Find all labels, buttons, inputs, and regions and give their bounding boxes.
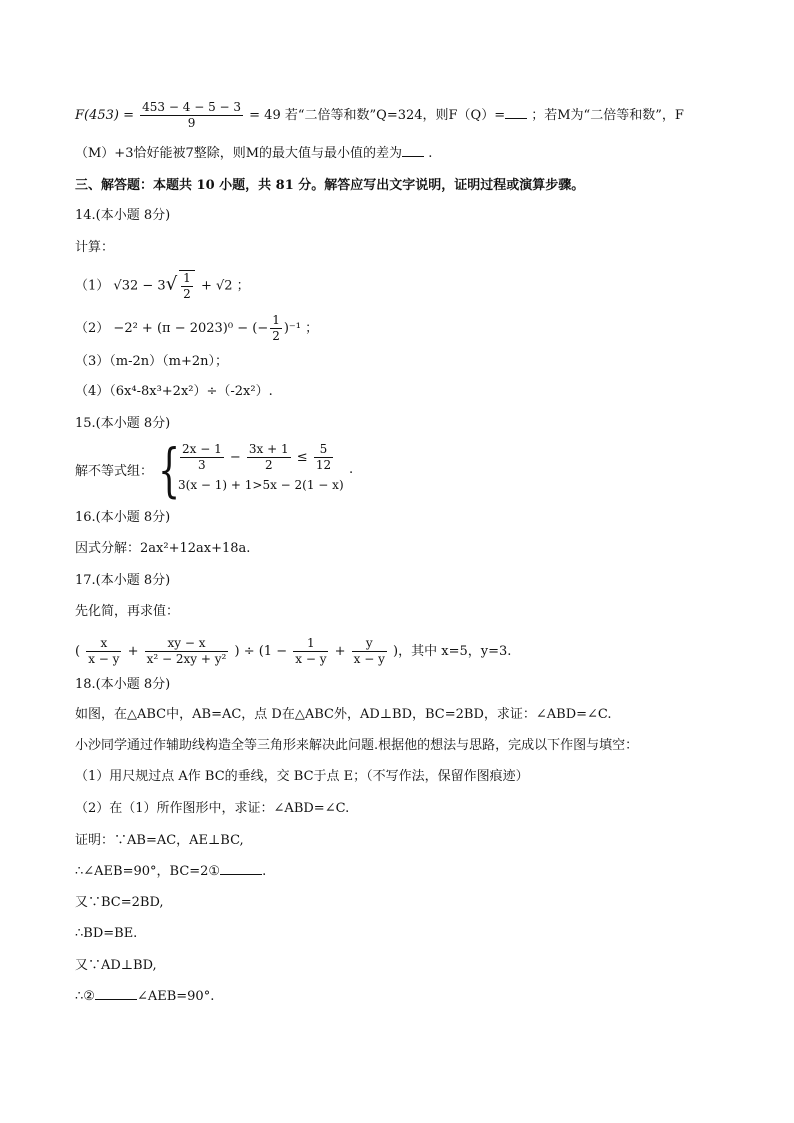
- q18-title: 18.(本小题 8分): [75, 677, 171, 692]
- q14-item1-a: √32: [113, 278, 139, 294]
- q14-item2-a: −2² + (π − 2023)⁰ − (−: [113, 321, 269, 336]
- q17-prompt: 先化简，再求值：: [75, 604, 180, 619]
- q18-line9: 又∵AD⊥BD,: [75, 958, 157, 973]
- q14-item1-sqrt-frac: [179, 270, 195, 302]
- q15-r1-n1: 2x − 1: [182, 442, 222, 456]
- blank-fq[interactable]: [505, 106, 527, 119]
- q14-item1-label: （1）: [75, 278, 110, 294]
- blank-1[interactable]: [220, 862, 262, 875]
- q18-line2: 小沙同学通过作辅助线构造全等三角形来解决此问题.根据他的想法与思路，完成以下作图与填空：: [75, 738, 639, 753]
- q14-item3: （3）（m-2n）（m+2n）；: [75, 354, 228, 369]
- q18-line10: [75, 987, 764, 1007]
- q17-plus2: +: [334, 644, 346, 659]
- q17-div: ) ÷ (1 −: [234, 644, 288, 659]
- q14-item4: （4）（6x⁴-8x³+2x²）÷（-2x²）.: [75, 384, 273, 399]
- q18-line3: （1）用尺规过点 A作 BC的垂线，交 BC于点 E；（不写作法，保留作图痕迹）: [75, 769, 529, 784]
- intro-line2a: （M）+3恰好能被7整除，则M的最大值与最小值的差为: [75, 146, 403, 161]
- f-denominator: 9: [187, 116, 196, 130]
- q15-frac3: [314, 442, 333, 473]
- intro-line-1: [75, 100, 764, 131]
- q15-r1-d1: 3: [198, 458, 206, 472]
- q14-item1-sqrt-num: 1: [183, 271, 191, 285]
- q17-plus1: +: [127, 644, 139, 659]
- intro-line-2: [75, 144, 764, 164]
- q18-line10a: ∴②: [75, 989, 95, 1004]
- q17-open: (: [75, 644, 81, 659]
- q18-line6a: ∴∠AEB=90°，BC=2①: [75, 864, 221, 879]
- q15-r1-n2: 3x + 1: [248, 442, 289, 456]
- q15-end: .: [349, 462, 354, 477]
- q17-expression: [75, 636, 764, 667]
- q15-r1-d2: 2: [264, 458, 273, 472]
- q18-line6b: .: [262, 864, 267, 879]
- q17-n3: 1: [293, 636, 328, 652]
- intro-part2: ；若M为“二倍等和数”，F: [531, 108, 684, 123]
- q17-d3: x − y: [295, 652, 327, 666]
- blank-2[interactable]: [95, 987, 137, 1000]
- q17-n1: x: [86, 636, 121, 652]
- q18-line4: （2）在（1）所作图形中，求证：∠ABD=∠C.: [75, 801, 350, 816]
- q18-line5: 证明：∵AB=AC，AE⊥BC,: [75, 833, 244, 848]
- q17-title: 17.(本小题 8分): [75, 573, 171, 588]
- intro-line2b: .: [428, 146, 433, 161]
- system-brace: {: [158, 436, 181, 504]
- q15-prompt: 解不等式组：: [75, 464, 154, 479]
- q14-title: 14.(本小题 8分): [75, 208, 171, 223]
- q15-r1-minus: −: [229, 450, 241, 465]
- q14-item1-sqrt-den: 2: [183, 287, 191, 301]
- q14-item1-c: + √2 ；: [196, 278, 250, 294]
- q18-line6: [75, 862, 764, 882]
- q17-n2: xy − x: [145, 636, 229, 652]
- q18-line8: ∴BD=BE.: [75, 926, 138, 941]
- q15-r1-le: ≤: [296, 450, 308, 465]
- f-eq: = 49: [249, 108, 281, 123]
- q14-item2-b: )⁻¹ ；: [283, 321, 319, 336]
- q18-line1: 如图，在△ABC中，AB=AC，点 D在△ABC外，AD⊥BD，BC=2BD，求证：∠ABD=∠C.: [75, 707, 612, 722]
- q14-item2-den: 2: [272, 329, 280, 343]
- intro-part1: 若“二倍等和数”Q=324，则F（Q）=: [284, 108, 506, 123]
- q17-n4: y: [352, 636, 387, 652]
- q17-frac3: [293, 636, 328, 667]
- q14-item1-b: − 3: [138, 278, 166, 294]
- q15-r1-d3: 12: [315, 458, 332, 472]
- q17-frac4: [352, 636, 387, 667]
- q18-line7: 又∵BC=2BD,: [75, 895, 164, 910]
- section-3-heading: 三、解答题：本题共 10 小题，共 81 分。解答应写出文字说明，证明过程或演算步骤。: [75, 178, 585, 193]
- q17-frac1: [86, 636, 121, 667]
- q15-frac1: [180, 442, 224, 473]
- q17-d1: x − y: [88, 652, 120, 666]
- q14-prompt: 计算：: [75, 240, 115, 255]
- q14-item2-frac: [270, 313, 282, 344]
- q18-line10b: ∠AEB=90°.: [136, 989, 215, 1004]
- q14-item1: （1） √32 − 3√ $\frac{1}{2}$ + √2 ；: [75, 271, 250, 301]
- q17-d4: x − y: [353, 652, 385, 666]
- q16-body: 因式分解：2ax²+12ax+18a.: [75, 541, 251, 556]
- q17-frac2: [145, 636, 229, 667]
- blank-m-diff[interactable]: [402, 144, 424, 157]
- q15-r1-n3: 5: [314, 442, 333, 458]
- q17-d2: x² − 2xy + y²: [146, 652, 227, 666]
- f-fraction: [140, 100, 243, 131]
- q17-close: )，其中 x=5，y=3.: [393, 644, 512, 659]
- q15-frac2: [247, 442, 291, 473]
- q14-item2-label: （2）: [75, 321, 110, 336]
- f-numerator: 453 − 4 − 5 − 3: [142, 100, 242, 114]
- q14-item2-num: 1: [272, 313, 280, 327]
- q15-row2: 3(x − 1) + 1>5x − 2(1 − x): [178, 478, 344, 492]
- q15-row1: [178, 442, 335, 473]
- q16-title: 16.(本小题 8分): [75, 510, 171, 525]
- f-lhs: F(453) =: [75, 108, 135, 123]
- q15-title: 15.(本小题 8分): [75, 416, 171, 431]
- q14-item2: [75, 313, 764, 344]
